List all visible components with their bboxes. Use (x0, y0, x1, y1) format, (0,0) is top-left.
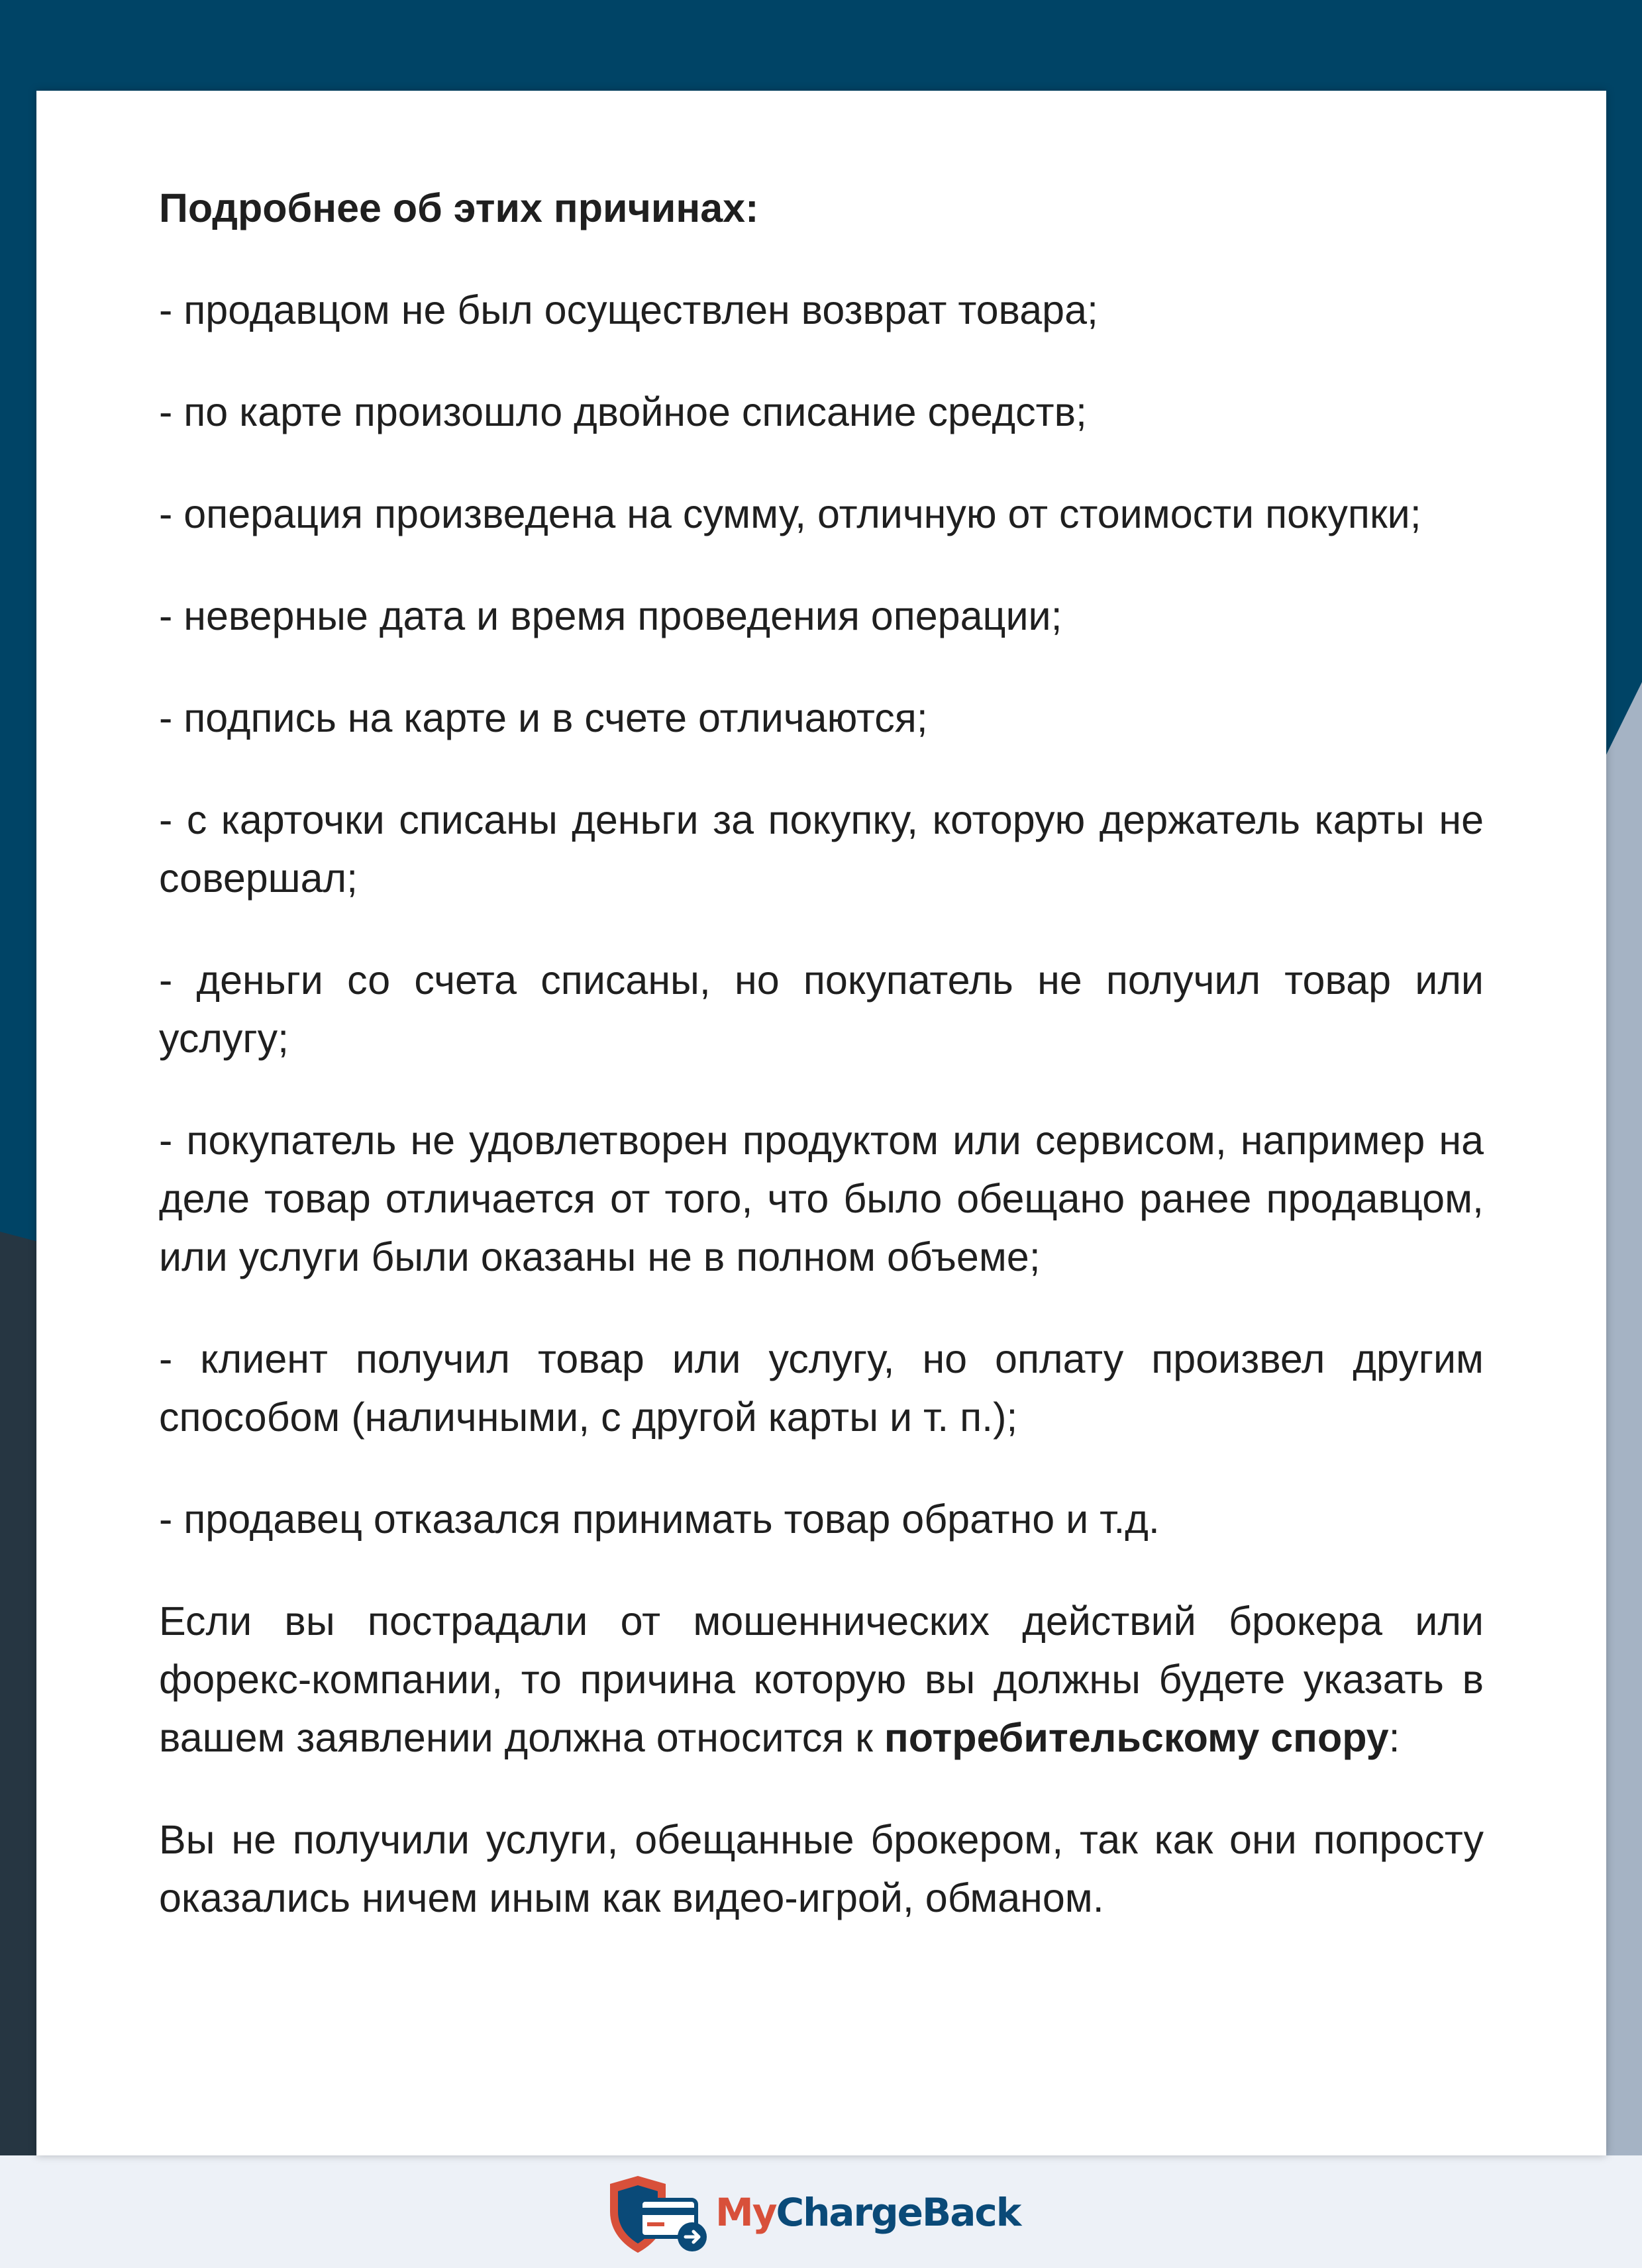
paragraph-conclusion: Вы не получили услуги, обещанные брокером, так как они попросту оказались ничем иным как видео-игрой, обманом. (159, 1817, 1484, 1920)
list-item: - по карте произошло двойное списание средств; (159, 389, 1087, 434)
brand-logo (599, 2171, 1063, 2257)
logo-word-chargeback: ChargeBack (776, 2190, 1021, 2235)
list-item: - продавцом не был осуществлен возврат товара; (159, 287, 1098, 332)
list-item: - клиент получил товар или услугу, но оплату произвел другим способом (наличными, с другой карты и т. п.); (159, 1336, 1484, 1440)
document-content (159, 179, 1484, 1971)
paragraph-tail: : (1388, 1715, 1400, 1760)
logo-wordmark (715, 2189, 1020, 2236)
document-heading: Подробнее об этих причинах: (159, 185, 759, 230)
paragraph-text: Если вы пострадали от мошеннических действий брокера или форекс-компании, то причина которую вы должны будете указать в вашем заявлении должна относится к (159, 1599, 1484, 1760)
shield-card-icon (599, 2171, 715, 2257)
list-item: - деньги со счета списаны, но покупатель не получил товар или услугу; (159, 958, 1484, 1061)
list-item: - подпись на карте и в счете отличаются; (159, 695, 928, 740)
list-item: - операция произведена на сумму, отличную от стоимости покупки; (159, 491, 1421, 536)
list-item: - неверные дата и время проведения операции; (159, 593, 1062, 638)
list-item: - с карточки списаны деньги за покупку, которую держатель карты не совершал; (159, 797, 1484, 901)
list-item: - продавец отказался принимать товар обратно и т.д. (159, 1497, 1160, 1542)
list-item: - покупатель не удовлетворен продуктом или сервисом, например на деле товар отличается от того, что было обещано ранее продавцом, или услуги были оказаны не в полном объеме; (159, 1118, 1484, 1279)
paragraph-consumer-dispute (159, 1592, 1484, 1767)
paragraph-bold-term: потребительскому спору (884, 1715, 1389, 1760)
logo-word-my: My (715, 2190, 776, 2235)
